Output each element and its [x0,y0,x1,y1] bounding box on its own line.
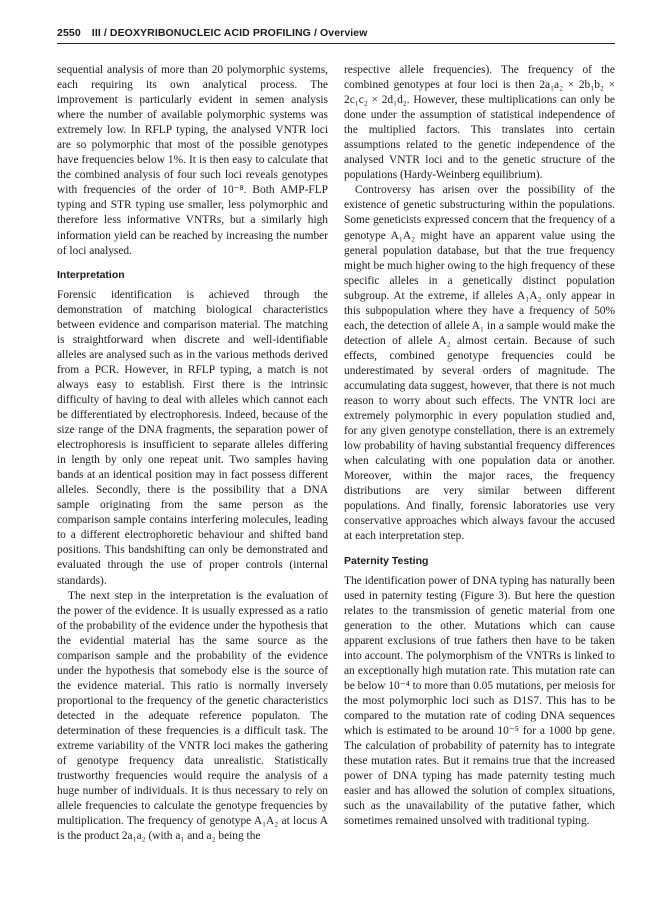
section-heading-interpretation: Interpretation [57,268,125,281]
paragraph: Controversy has arisen over the possibility of the existence of genetic substructuring within the populations. Some geneticists expressed concern that the frequency of a genotype A₁A₂ might have an apparent value using the general population database, but that the true frequency might be much higher owing to the high frequency of these specific alleles in a genetically distinct population subgroup. At the extreme, if alleles A₁A₂ only appear in this subpopulation where they have a frequency of 50% each, the detection of allele A₁ in a sample would make the detection of allele A₂ almost certain. Because of such effects, combined genotype frequencies could be underestimated by several orders of magnitude. The accumulating data suggest, however, that there is not much reason to worry about such effects. The VNTR loci are extremely polymorphic in every population studied and, for any given genotype constellation, there is an extremely low probability of having substantial frequency differences when calculating with one population data or another. Moreover, within the major races, the frequency distributions are very similar between different populations. And finally, forensic laboratories use very conservative approaches which always favour the accused at each interpretation step. [344,184,615,543]
section-heading-paternity-testing: Paternity Testing [344,554,429,567]
right-column [344,63,615,829]
header-rule [57,43,615,44]
paragraph: sequential analysis of more than 20 polymorphic systems, each requiring its own analytical process. The improvement is particularly evident in semen analysis where the number of available polymorphic systems was extremely low. In RFLP typing, the analysed VNTR loci are so polymorphic that most of the possible genotypes have frequencies below 1%. It is then easy to calculate that the combined analysis of four such loci reveals genotypes with frequencies of the order of 10⁻⁸. Both AMP-FLP typing and STR typing use smaller, less polymorphic and therefore less informative VNTRs, but a similarly high information yield can be reached by increasing the number of loci analysed. [57,64,328,257]
running-title: III / DEOXYRIBONUCLEIC ACID PROFILING / Overview [91,27,368,39]
running-header [57,27,615,39]
page-number: 2550 [57,27,81,39]
paragraph: The identification power of DNA typing has naturally been used in paternity testing (Figure 3). But here the question relates to the transmission of genetic material from one generation to the other. Mutations which can cause apparent exclusions of true fathers then have to be taken into account. The polymorphism of the VNTRs is linked to an exceptionally high mutation rate. This mutation rate can be below 10⁻⁴ to more than 0.05 mutations, per meiosis for the most polymorphic loci such as D1S7. This has to be compared to the mutation rate of coding DNA sequences which is estimated to be around 10⁻⁵ for a 1000 bp gene. The calculation of probability of paternity has to integrate these mutation rates. But it remains true that the increased power of DNA typing has made paternity testing much easier and has allowed the solution of complex situations, such as the unavailability of the putative father, which sometimes remained unsolved with traditional typing. [344,574,615,828]
paragraph: respective allele frequencies). The frequency of the combined genotypes at four loci is then 2a₁a₂ × 2b₁b₂ × 2c₁c₂ × 2d₁d₂. However, these multiplications can only be done under the assumption of statistical independence of the multiplied factors. This translates into certain assumptions related to the genetic independence of the analysed VNTR loci and to the genetic structure of the populations (Hardy-Weinberg equilibrium). [344,64,615,182]
paragraph: Forensic identification is achieved through the demonstration of matching biological characteristics between evidence and comparison material. The matching is straightforward when discrete and well-identifiable alleles are analysed such as in the various methods derived from a PCR. However, in RFLP typing, a match is not always easy to establish. First there is the intrinsic difficulty of having to deal with alleles which cannot each be differentiated by electrophoresis. Indeed, because of the size range of the DNA fragments, the separation power of electrophoresis is insufficient to separate alleles differing in length by only one repeat unit. Two samples having bands at an identical position may in fact possess different alleles. Secondly, there is the possibility that a DNA sample originating from the same person as the comparison sample contains interfering molecules, leading to a different electrophoretic behaviour and shifted band positions. This bandshifting can only be demonstrated and evaluated through the use of proper controls (internal standards). [57,288,328,587]
paragraph: The next step in the interpretation is the evaluation of the power of the evidence. It is usually expressed as a ratio of the probability of the evidence under the hypothesis that the evidential material has the same source as the comparison sample and the probability of the evidence under the hypothesis that somebody else is the source of the evidence material. This ratio is normally inversely proportional to the frequency of the genetic characteristics detected in the adequate reference populaton. The determination of these frequencies is a difficult task. The extreme variability of the VNTR loci makes the gathering of genotype frequency data unrealistic. Statistically trustworthy frequencies would require the analysis of a huge number of individuals. It is thus necessary to rely on allele frequencies to calculate the genotype frequencies by multiplication. The frequency of genotype A₁A₂ at locus A is the product 2a₁a₂ (with a₁ and a₂ being the [57,589,328,843]
left-column [57,63,328,844]
